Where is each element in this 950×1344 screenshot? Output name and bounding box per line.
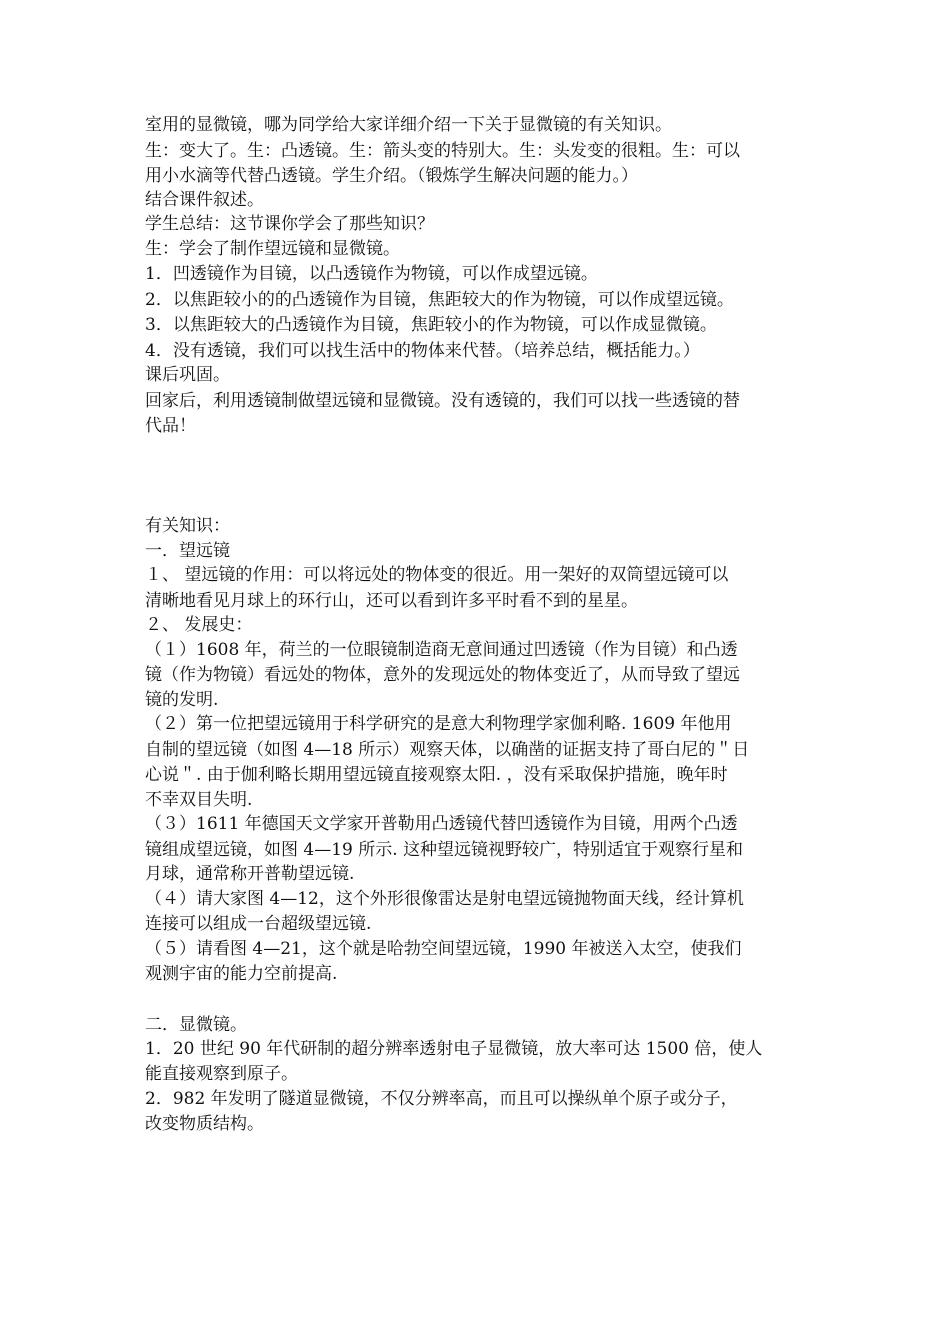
numbered-item: 3．以焦距较大的凸透镜作为目镜，焦距较小的作为物镜，可以作成显微镜。: [145, 315, 717, 335]
text-line: 回家后，利用透镜制做望远镜和显微镜。没有透镜的，我们可以找一些透镜的替: [145, 391, 740, 411]
text-line: 生：变大了。生：凸透镜。生：箭头变的特别大。生：头发变的很粗。生：可以: [145, 141, 740, 161]
text-line: １、 望远镜的作用：可以将远处的物体变的很近。用一架好的双筒望远镜可以: [145, 565, 729, 585]
text-line: 镜组成望远镜，如图 4—19 所示. 这种望远镜视野较广，特别适宜于观察行星和: [145, 840, 744, 860]
text-line: 月球，通常称开普勒望远镜.: [145, 864, 355, 884]
text-line: 代品！: [145, 416, 196, 436]
text-line: 室用的显微镜，哪为同学给大家详细介绍一下关于显微镜的有关知识。: [145, 115, 672, 135]
text-line: 能直接观察到原子。: [145, 1064, 298, 1084]
text-line: 自制的望远镜（如图 4—18 所示）观察天体，以确凿的证据支持了哥白尼的＂日: [145, 740, 750, 760]
numbered-item: 1．凹透镜作为目镜，以凸透镜作为物镜，可以作成望远镜。: [145, 264, 598, 284]
text-line: （３）1611 年德国天文学家开普勒用凸透镜代替凹透镜作为目镜，用两个凸透: [145, 814, 738, 834]
text-line: 心说＂. 由于伽利略长期用望远镜直接观察太阳. ，没有采取保护措施，晚年时: [145, 765, 728, 785]
text-line: 镜（作为物镜）看远处的物体，意外的发现远处的物体变近了，从而导致了望远: [145, 665, 740, 685]
text-line: 课后巩固。: [145, 365, 230, 385]
section-heading: 有关知识：: [145, 516, 230, 536]
text-line: 学生总结：这节课你学会了那些知识？: [145, 214, 434, 234]
text-line: 结合课件叙述。: [145, 190, 264, 210]
text-line: 清晰地看见月球上的环行山，还可以看到许多平时看不到的星星。: [145, 591, 638, 611]
text-line: 生：学会了制作望远镜和显微镜。: [145, 239, 400, 259]
numbered-item: 4．没有透镜，我们可以找生活中的物体来代替。（培养总结，概括能力。）: [145, 341, 700, 361]
text-line: 观测宇宙的能力空前提高.: [145, 964, 338, 984]
numbered-item: 1．20 世纪 90 年代研制的超分辨率透射电子显微镜，放大率可达 1500 倍，使人: [145, 1039, 763, 1059]
numbered-item: 2．以焦距较小的的凸透镜作为目镜，焦距较大的作为物镜，可以作成望远镜。: [145, 290, 734, 310]
numbered-item: 2．982 年发明了隧道显微镜，不仅分辨率高，而且可以操纵单个原子或分子，: [145, 1089, 738, 1109]
section-heading: 二．显微镜。: [145, 1015, 247, 1035]
text-line: （２）第一位把望远镜用于科学研究的是意大利物理学家伽利略. 1609 年他用: [145, 714, 732, 734]
text-line: （４）请大家图 4—12，这个外形很像雷达是射电望远镜抛物面天线，经计算机: [145, 889, 744, 909]
section-heading: 一．望远镜: [145, 541, 230, 561]
text-line: 不幸双目失明.: [145, 790, 253, 810]
text-line: 镜的发明.: [145, 690, 219, 710]
text-line: （１）1608 年，荷兰的一位眼镜制造商无意间通过凹透镜（作为目镜）和凸透: [145, 640, 738, 660]
text-line: （５）请看图 4—21，这个就是哈勃空间望远镜，1990 年被送入太空，使我们: [145, 939, 742, 959]
text-line: 改变物质结构。: [145, 1114, 264, 1134]
text-line: 连接可以组成一台超级望远镜.: [145, 914, 372, 934]
text-line: 用小水滴等代替凸透镜。学生介绍。（锻炼学生解决问题的能力。）: [145, 166, 638, 186]
text-line: ２、 发展史：: [145, 615, 253, 635]
